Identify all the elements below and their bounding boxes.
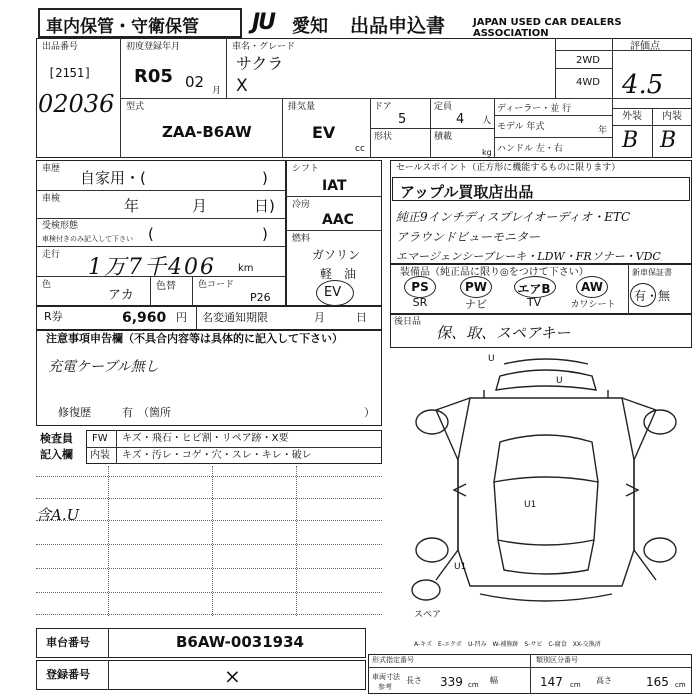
exterior-grade: B [622, 128, 639, 153]
handle-label: ハンドル 左・右 [497, 144, 563, 154]
year-unit: 年 [598, 126, 608, 136]
equip-circle-ps [404, 276, 436, 298]
model-year-label: モデル 年式 [497, 122, 545, 132]
org-name: 愛知 [292, 16, 328, 37]
new-car-warranty-label: 新車保証書 [632, 268, 672, 277]
mileage-unit: km [238, 263, 254, 274]
ref-label: 参考 [378, 683, 392, 691]
mileage-value: 1万7千406 [88, 255, 216, 280]
displacement: EV [312, 123, 336, 142]
org-english: JAPAN USED CAR DEALERS ASSOCIATION [473, 17, 622, 39]
doors: 5 [398, 112, 407, 127]
int-label: 内装 [90, 450, 110, 461]
fuel-diesel: 軽 油 [320, 267, 357, 281]
cooling-label: 冷房 [292, 200, 311, 210]
sales-line-3: エマージェンシーブレーキ・LDW・FRソナー・VDC [396, 250, 661, 263]
fuel-gasoline: ガソリン [312, 248, 361, 262]
equip-circle-airbag [514, 276, 556, 298]
model-label: 型式 [126, 102, 145, 112]
equip-item-kawa-seat: カワシート [570, 300, 616, 310]
load-label: 積載 [434, 132, 453, 142]
damage-mark-2: U [556, 376, 563, 386]
equip-item-navi: ナビ [465, 298, 487, 311]
capacity: 4 [456, 112, 465, 127]
inspector-label-2: 記入欄 [40, 448, 73, 461]
width-unit: cm [570, 681, 581, 689]
shift-value: IAT [322, 178, 347, 194]
color-label: 色 [42, 280, 52, 290]
drive-2wd: 2WD [576, 55, 600, 66]
caution-text: 充電ケーブル無し [48, 359, 159, 375]
sales-headline: アップル買取店出品 [400, 183, 534, 201]
capacity-unit: 人 [482, 116, 492, 126]
repair-label: 修復歴 [58, 406, 91, 419]
equip-item-pw: PW [464, 280, 488, 294]
warranty-circle [630, 283, 656, 307]
equip-item-aw: AW [581, 280, 603, 294]
repair-place: （箇所 [138, 406, 171, 419]
registration-label: 登録番号 [46, 668, 90, 681]
cooling-value: AAC [322, 212, 354, 228]
fw-items: キズ・飛石・ヒビ割・リペア跡・X要 [122, 433, 289, 444]
int-items: キズ・汚レ・コゲ・穴・スレ・キレ・破レ [122, 450, 312, 461]
color-change-label: 色替 [156, 281, 176, 292]
capacity-label: 定員 [434, 102, 453, 112]
grade: X [236, 76, 248, 96]
equip-item-airbag: エアB [517, 282, 551, 296]
height-unit: cm [675, 681, 686, 689]
width-label: 幅 [490, 676, 498, 685]
equip-circle-pw [460, 276, 492, 298]
first-reg-month: 02 [185, 73, 205, 91]
spare-label: スペア [414, 610, 442, 620]
caution-label: 注意事項申告欄（不具合内容等は具体的に記入して下さい） [46, 332, 343, 345]
transfer-sub: 車検付きのみ記入して下さい [42, 235, 133, 243]
color-code: P26 [250, 291, 271, 304]
car-name-label: 車名・グレード [232, 42, 296, 52]
recycle-amount: 6,960 [122, 310, 167, 326]
sales-points-label: セールスポイント（正方形に機能するものに限ります） [396, 163, 621, 173]
category-label: 類別区分番号 [536, 656, 578, 664]
shift-label: シフト [292, 164, 320, 174]
length-label: 長さ [406, 676, 422, 685]
equipment-label: 装備品（純正品に限り◎をつけて下さい） [400, 267, 589, 278]
new-car-warranty-value: 有・無 [634, 289, 671, 303]
month-unit: 月 [212, 86, 222, 96]
chassis-label: 車台番号 [46, 636, 90, 649]
recycle-label: R券 [44, 310, 63, 323]
fw-label: FW [92, 433, 108, 444]
color-code-label: 色コード [198, 280, 235, 290]
score: 4.5 [622, 70, 664, 100]
fuel-ev: EV [324, 285, 342, 300]
inspector-handwritten: 含A.U [36, 506, 80, 524]
inspector-label-1: 検査員 [40, 432, 73, 445]
repair-yes: 有 [122, 406, 133, 419]
drive-4wd: 4WD [576, 77, 600, 88]
repair-close: ） [364, 406, 375, 419]
interior-label: 内装 [662, 111, 682, 122]
interior-grade: B [660, 128, 677, 153]
ju-logo: JU [252, 10, 275, 35]
fuel-label: 燃料 [292, 234, 311, 244]
equip-item-ps: PS [411, 280, 429, 294]
equip-item-sr: SR [412, 296, 428, 309]
exterior-label: 外装 [622, 111, 642, 122]
post-text: 保、取、スペアキー [436, 324, 571, 342]
post-label: 後日品 [394, 317, 422, 327]
length-value: 339 [440, 675, 463, 689]
first-reg-year: R05 [134, 66, 173, 87]
width-value: 147 [540, 675, 563, 689]
inspection-label: 車検 [42, 194, 61, 204]
mileage-label: 走行 [42, 250, 61, 260]
name-change-month: 月 [314, 311, 325, 324]
transfer-label: 受検形態 [42, 221, 79, 231]
usage-label: 車歴 [42, 164, 61, 174]
score-label: 評価点 [630, 41, 660, 52]
inspection-month: 月 [192, 197, 208, 215]
damage-mark-4: U1 [454, 562, 467, 572]
transfer-paren-close: ) [262, 225, 268, 243]
damage-mark-3: U1 [524, 500, 537, 510]
dealer-label: ディーラー・並 行 [497, 104, 572, 114]
size-label: 車両寸法 [372, 673, 400, 681]
car-name: サクラ [236, 54, 284, 73]
name-change-day: 日 [356, 311, 367, 324]
displacement-unit: cc [355, 144, 365, 154]
car-damage-diagram [400, 350, 692, 630]
height-value: 165 [646, 675, 669, 689]
name-change-label: 名変通知期限 [202, 311, 268, 324]
registration-mark: × [224, 664, 241, 688]
usage-close: ) [262, 169, 268, 187]
doors-label: ドア [374, 102, 392, 112]
equip-item-tv: TV [526, 296, 542, 309]
transfer-paren-open: ( [148, 225, 154, 243]
damage-legend: A-キズ E-エクボ U-凹み W-補修跡 S-サビ C-腐食 XX-交換済 [414, 641, 601, 648]
displacement-label: 排気量 [288, 102, 316, 112]
recycle-unit: 円 [176, 311, 187, 324]
lot-number: 02036 [38, 90, 115, 118]
shape-label: 形状 [374, 132, 393, 142]
sales-line-1: 純正9インチディスプレイオーディオ・ETC [396, 210, 631, 224]
chassis-number: B6AW-0031934 [176, 633, 304, 651]
type-spec-label: 形式指定番号 [372, 656, 414, 664]
inspection-year: 年 [124, 197, 140, 215]
length-unit: cm [468, 681, 479, 689]
model: ZAA-B6AW [162, 123, 252, 141]
color-value: アカ [108, 288, 134, 303]
damage-mark-1: U [488, 354, 495, 364]
lot-bracket: [2151] [48, 66, 92, 80]
first-reg-label: 初度登録年月 [126, 42, 181, 52]
storage-note: 車内保管・守衛保管 [46, 17, 199, 37]
lot-label: 出品番号 [42, 42, 79, 52]
inspection-day: 日) [254, 197, 275, 215]
sales-line-2: アラウンドビューモニター [396, 230, 541, 244]
form-title: 出品申込書 [350, 15, 446, 37]
height-label: 高さ [596, 676, 612, 685]
equip-circle-aw [576, 276, 608, 298]
load-unit: kg [482, 148, 492, 157]
usage-value: 自家用・( [80, 169, 146, 187]
